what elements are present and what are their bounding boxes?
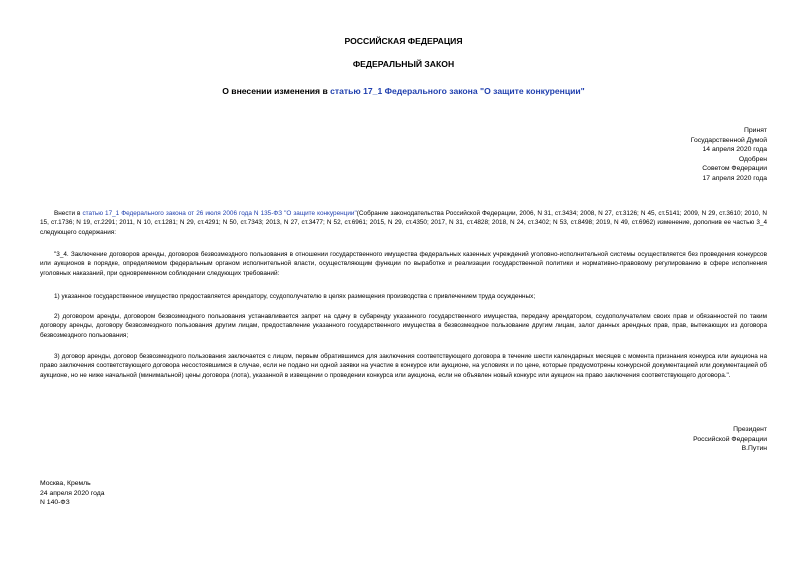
adoption-block <box>691 126 767 184</box>
signature-title-1: Президент <box>733 426 767 433</box>
place-date-block <box>40 479 105 508</box>
title-article-link[interactable]: статью 17_1 Федерального закона "О защите конкуренции" <box>330 86 585 96</box>
document-type-heading: ФЕДЕРАЛЬНЫЙ ЗАКОН <box>352 59 455 69</box>
adoption-line-6: 17 апреля 2020 года <box>702 174 767 182</box>
adoption-line-4: Одобрен <box>738 155 767 163</box>
law-number: N 140-ФЗ <box>40 499 70 507</box>
signature-block <box>693 425 767 454</box>
paragraph-item-1: 1) указанное государственное имущество предоставляется арендатору, ссудополучателю в целях размещения производства с привлечением труда осужденных; <box>54 293 536 300</box>
intro-prefix: Внести в <box>54 210 83 217</box>
adoption-line-1: Принят <box>743 127 767 134</box>
place-date: 24 апреля 2020 года <box>40 489 105 497</box>
intro-paragraph <box>40 209 767 237</box>
signature-title-2: Российской Федерации <box>693 435 767 443</box>
title-prefix: О внесении изменения в <box>222 86 331 96</box>
paragraph-item-2: 2) договором аренды, договором безвозмездного пользования устанавливается запрет на сдачу в субаренду указанного государственного имущества, передачу арендатором, ссудополучателем своих прав и обязанностей по таким договору аренды, договору безвозмездного пользования другим лицам, предоставление указанного государственного имущества в безвозмездное пользование другим лицам, залог данных арендных прав, прав, вытекающих из договора безвозмездного пользования; <box>40 313 767 339</box>
adoption-line-3: 14 апреля 2020 года <box>702 146 767 154</box>
country-heading: РОССИЙСКАЯ ФЕДЕРАЦИЯ <box>344 36 463 46</box>
place-city: Москва, Кремль <box>40 480 91 487</box>
adoption-line-5: Советом Федерации <box>702 165 767 173</box>
paragraph-item-3: 3) договор аренды, договор безвозмездного пользования заключается с лицом, первым обратившимся для заключения соответствующего договора в течение шести календарных месяцев с момента признания конкурса или аукциона на право заключения соответствующего договора несостоявшимся в случае, если не подано ни одной заявки на участие в конкурсе или аукционе, на условиях и по цене, которые предусмотрены конкурсной документацией или документацией об аукционе, но не ниже начальной (минимальной) цены договора (лота), указанной в извещении о проведении конкурса или аукциона, если не объявлен новый конкурс или аукцион на право заключения соответствующего договора.". <box>40 353 767 379</box>
intro-article-link[interactable]: статью 17_1 Федерального закона от 26 июля 2006 года N 135-ФЗ "О защите конкуренции" <box>82 210 357 217</box>
intro-rest: (Собрание законодательства Российской Федерации, 2006, N 31, ст.3434; 2008, N 27, ст.3126; N 45, ст.5141; 2009, N 29, ст.3610; 2010, N 15, ст.1736; N 19, ст.2291; 2011, N 10, ст.1281; N 29, ст.4291; N 50, ст.7343; 2013, N 27, ст.3477; N 52, ст.6961; 2015, N 29, ст.4350; 2017, N 31, ст.4828; 2018, N 24, ст.3402; N 53, ст.8498; 2019, N 49, ст.6962) изменение, дополнив ее частью 3_4 следующего содержания: <box>40 210 767 236</box>
adoption-line-2: Государственной Думой <box>690 136 767 144</box>
signature-name: В.Путин <box>741 445 767 453</box>
document-title <box>0 86 807 96</box>
paragraph-3-4: "3_4. Заключение договоров аренды, договоров безвозмездного пользования в отношении государственного имущества федеральных казенных учреждений уголовно-исполнительной системы осуществляется без проведения конкурсов или аукционов в порядке, определяемом федеральным органом исполнительной власти, осуществляющим функции по выработке и реализации государственной политики и нормативно-правовому регулированию в сфере исполнения уголовных наказаний, при одновременном соблюдении следующих требований: <box>40 251 767 277</box>
